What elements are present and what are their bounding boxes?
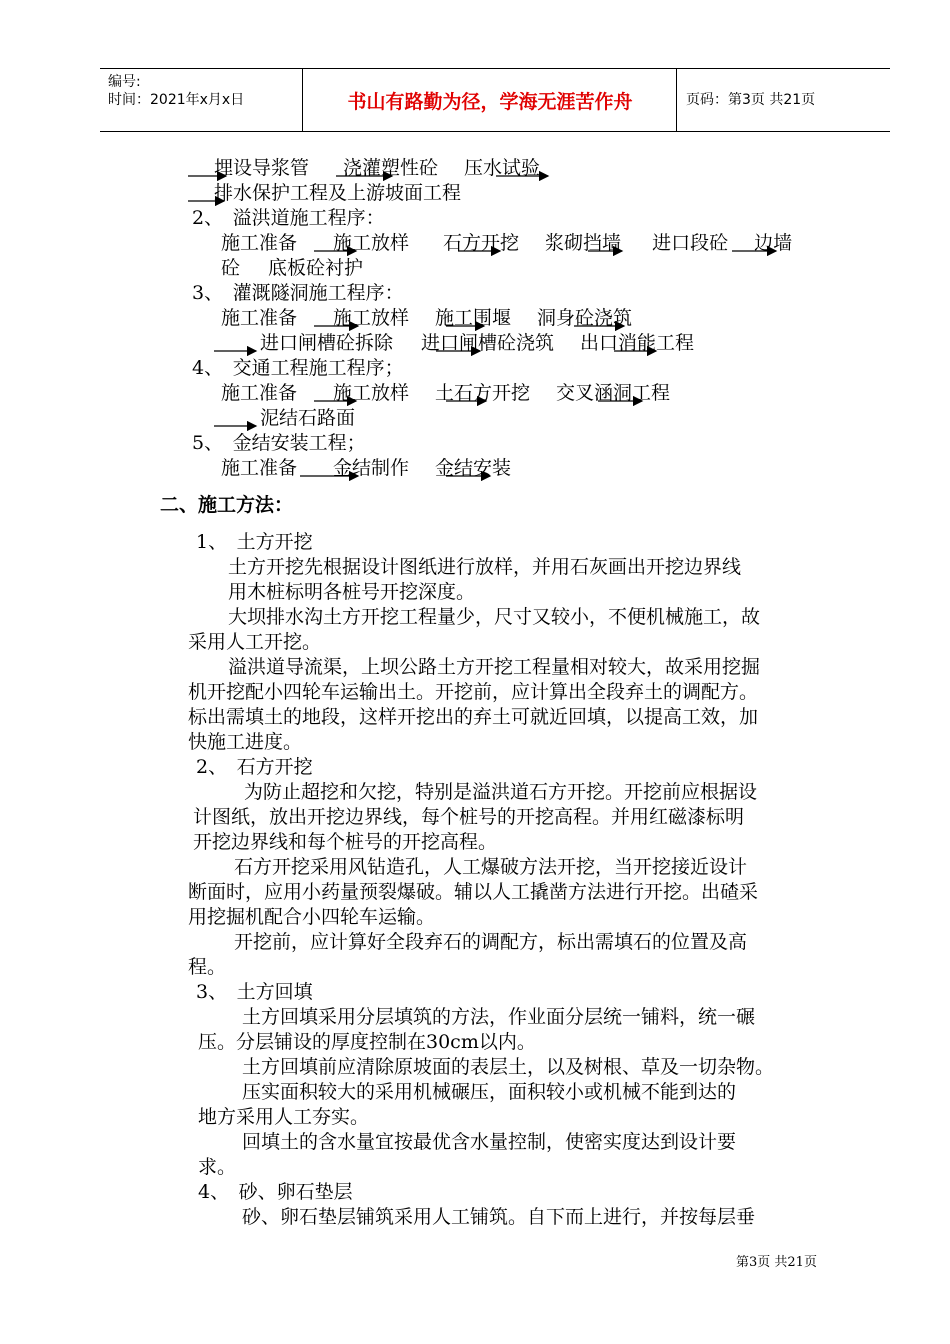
paragraph-line: 为防止超挖和欠挖，特别是溢洪道石方开挖。开挖前应根据设 — [244, 781, 758, 803]
flow-step: 施工放样 — [333, 307, 410, 329]
flow-step: 出口消能工程 — [580, 332, 695, 354]
paragraph-line: 用木桩标明各桩号开挖深度。 — [228, 581, 476, 603]
flow-step: 金结安装 — [435, 457, 512, 479]
flow-step: 施工准备 — [221, 457, 298, 479]
flow-step: 施工准备 — [221, 307, 298, 329]
flow-step: 交叉涵洞工程 — [556, 382, 671, 404]
paragraph-line: 标出需填土的地段，这样开挖出的弃土可就近回填，以提高工效，加 — [188, 706, 759, 728]
flow-step: 底板砼衬护 — [268, 257, 364, 279]
flow-step: 浇灌塑性砼 — [343, 157, 439, 179]
flow-step: 施工放样 — [333, 232, 410, 254]
paragraph-line: 土方开挖先根据设计图纸进行放样，并用石灰画出开挖边界线 — [228, 556, 742, 578]
paragraph-line: 土方回填前应清除原坡面的表层土，以及树根、草及一切杂物。 — [242, 1056, 775, 1078]
subsection-title: 1、 土方开挖 — [196, 531, 313, 553]
paragraph-line: 压实面积较大的采用机械碾压，面积较小或机械不能到达的 — [242, 1081, 737, 1103]
header-motto: 书山有路勤为径，学海无涯苦作舟 — [347, 91, 633, 113]
flow-arrows — [0, 0, 950, 520]
section-title: 5、 金结安装工程； — [192, 432, 366, 454]
paragraph-line: 采用人工开挖。 — [188, 631, 322, 653]
flow-step: 施工围堰 — [435, 307, 512, 329]
paragraph-line: 地方采用人工夯实。 — [198, 1106, 370, 1128]
subsection-title: 2、 石方开挖 — [196, 756, 313, 778]
flow-step: 压水试验 — [464, 157, 541, 179]
paragraph-line: 溢洪道导流渠，上坝公路土方开挖工程量相对较大，故采用挖掘 — [228, 656, 761, 678]
paragraph-line: 回填土的含水量宜按最优含水量控制，使密实度达到设计要 — [242, 1131, 737, 1153]
paragraph-line: 土方回填采用分层填筑的方法，作业面分层统一铺料，统一碾 — [242, 1006, 756, 1028]
paragraph-line: 用挖掘机配合小四轮车运输。 — [188, 906, 436, 928]
paragraph-line: 开挖边界线和每个桩号的开挖高程。 — [193, 831, 498, 853]
flow-step: 施工准备 — [221, 232, 298, 254]
section-title: 4、 交通工程施工程序； — [192, 357, 404, 379]
flow-step: 进口闸槽砼拆除 — [260, 332, 394, 354]
section-heading: 二、施工方法： — [160, 494, 294, 516]
flow-step: 洞身砼浇筑 — [537, 307, 633, 329]
section-title: 3、 灌溉隧洞施工程序： — [192, 282, 404, 304]
flow-step: 埋设导浆管 — [214, 157, 310, 179]
paragraph-line: 机开挖配小四轮车运输出土。开挖前，应计算出全段弃土的调配方。 — [188, 681, 759, 703]
header-page-label: 页码：第3页 共21页 — [686, 92, 816, 108]
paragraph-line: 断面时，应用小药量预裂爆破。辅以人工撬凿方法进行开挖。出碴采 — [188, 881, 759, 903]
paragraph-line: 开挖前，应计算好全段弃石的调配方，标出需填石的位置及高 — [234, 931, 748, 953]
flow-step: 砼 — [221, 257, 241, 279]
flow-step: 土石方开挖 — [435, 382, 531, 404]
subsection-title: 3、 土方回填 — [196, 981, 313, 1003]
flow-step: 边墙 — [754, 232, 793, 254]
paragraph-line: 计图纸，放出开挖边界线，每个桩号的开挖高程。并用红磁漆标明 — [193, 806, 745, 828]
doc-time-label: 时间：2021年x月x日 — [108, 92, 245, 108]
flow-step: 浆砌挡墙 — [545, 232, 622, 254]
section-title: 2、 溢洪道施工程序： — [192, 207, 385, 229]
flow-step: 施工准备 — [221, 382, 298, 404]
flow-step: 进口段砼 — [652, 232, 729, 254]
paragraph-line: 石方开挖采用风钻造孔，人工爆破方法开挖，当开挖接近设计 — [234, 856, 748, 878]
page-footer: 第3页 共21页 — [736, 1255, 817, 1270]
flow-line: 排水保护工程及上游坡面工程 — [214, 182, 462, 204]
flow-line: 泥结石路面 — [260, 407, 356, 429]
subsection-title: 4、 砂、卵石垫层 — [198, 1181, 353, 1203]
paragraph-line: 快施工进度。 — [188, 731, 303, 753]
paragraph-line: 大坝排水沟土方开挖工程量少，尺寸又较小，不便机械施工，故 — [228, 606, 761, 628]
paragraph-line: 程。 — [188, 956, 227, 978]
paragraph-line: 压。分层铺设的厚度控制在30cm以内。 — [198, 1031, 536, 1053]
flow-step: 进口闸槽砼浇筑 — [421, 332, 555, 354]
paragraph-line: 求。 — [198, 1156, 237, 1178]
flow-step: 金结制作 — [333, 457, 410, 479]
paragraph-line: 砂、卵石垫层铺筑采用人工铺筑。自下而上进行，并按每层垂 — [242, 1206, 756, 1228]
doc-number-label: 编号: — [108, 74, 141, 90]
flow-step: 施工放样 — [333, 382, 410, 404]
flow-step: 石方开挖 — [443, 232, 520, 254]
